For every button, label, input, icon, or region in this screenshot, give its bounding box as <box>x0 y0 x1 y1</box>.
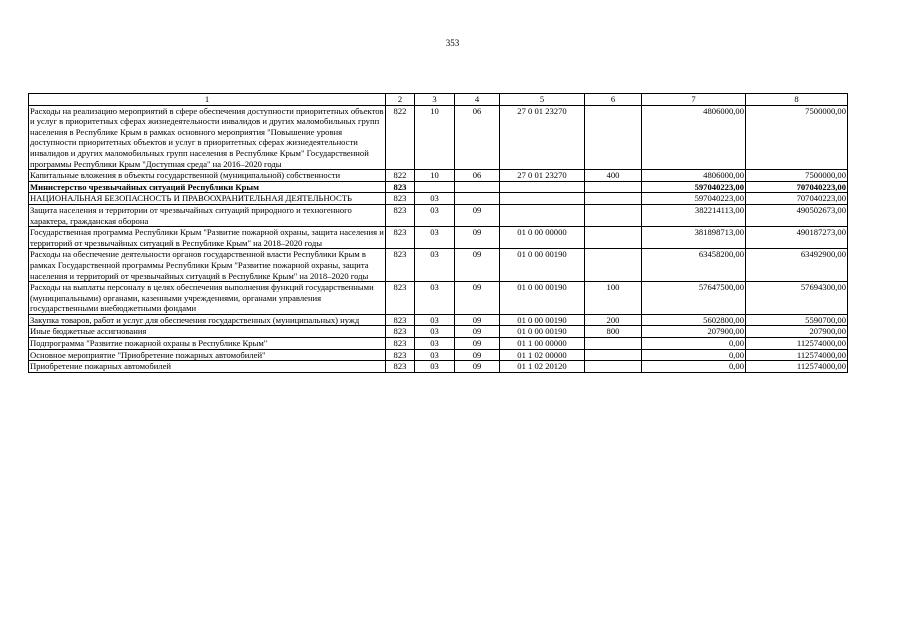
row-subsection-cell: 09 <box>455 314 500 326</box>
row-amount-2-cell: 112574000,00 <box>746 338 848 350</box>
row-name-cell: НАЦИОНАЛЬНАЯ БЕЗОПАСНОСТЬ И ПРАВООХРАНИТЕЛЬНАЯ ДЕЯТЕЛЬНОСТЬ <box>29 193 386 205</box>
page-number: 353 <box>445 38 460 48</box>
row-name-cell: Основное мероприятие "Приобретение пожарных автомобилей" <box>29 349 386 361</box>
row-amount-2-cell: 490502673,00 <box>746 204 848 226</box>
row-amount-1-cell: 0,00 <box>642 361 746 373</box>
row-section-cell: 03 <box>415 361 455 373</box>
table-body <box>29 94 848 373</box>
row-amount-1-cell: 597040223,00 <box>642 193 746 205</box>
table-row <box>29 349 848 361</box>
row-subsection-cell <box>455 193 500 205</box>
row-name-cell: Расходы на выплаты персоналу в целях обеспечения выполнения функций государственными (муниципальными) органами, казенными учреждениями, органами управления государственными внебюджетными фондами <box>29 282 386 315</box>
row-name-cell: Подпрограмма "Развитие пожарной охраны в Республике Крым" <box>29 338 386 350</box>
table-row <box>29 314 848 326</box>
row-ministry-code-cell: 823 <box>386 249 415 282</box>
row-subsection-cell <box>455 181 500 193</box>
table-row <box>29 204 848 226</box>
row-section-cell: 03 <box>415 204 455 226</box>
row-subsection-cell: 09 <box>455 204 500 226</box>
row-target-article-cell: 01 0 00 00000 <box>500 227 585 249</box>
row-amount-2-cell: 7500000,00 <box>746 105 848 170</box>
row-ministry-code-cell: 823 <box>386 227 415 249</box>
header-cell-7: 7 <box>642 94 746 106</box>
row-target-article-cell: 27 0 01 23270 <box>500 105 585 170</box>
row-subsection-cell: 09 <box>455 249 500 282</box>
row-expense-type-cell <box>585 193 642 205</box>
row-expense-type-cell <box>585 349 642 361</box>
row-target-article-cell: 01 1 00 00000 <box>500 338 585 350</box>
row-expense-type-cell: 200 <box>585 314 642 326</box>
row-amount-2-cell: 112574000,00 <box>746 361 848 373</box>
row-subsection-cell: 06 <box>455 105 500 170</box>
row-section-cell: 03 <box>415 314 455 326</box>
row-amount-1-cell: 0,00 <box>642 349 746 361</box>
row-amount-2-cell: 112574000,00 <box>746 349 848 361</box>
row-expense-type-cell <box>585 361 642 373</box>
table-row <box>29 282 848 315</box>
row-target-article-cell: 01 1 02 00000 <box>500 349 585 361</box>
row-ministry-code-cell: 823 <box>386 361 415 373</box>
row-amount-2-cell: 7500000,00 <box>746 170 848 182</box>
row-section-cell: 03 <box>415 193 455 205</box>
row-ministry-code-cell: 823 <box>386 326 415 338</box>
row-name-cell: Защита населения и территории от чрезвычайных ситуаций природного и техногенного характера, гражданская оборона <box>29 204 386 226</box>
row-section-cell: 03 <box>415 249 455 282</box>
header-cell-3: 3 <box>415 94 455 106</box>
row-amount-1-cell: 63458200,00 <box>642 249 746 282</box>
row-subsection-cell: 09 <box>455 227 500 249</box>
row-amount-2-cell: 490187273,00 <box>746 227 848 249</box>
row-amount-1-cell: 57647500,00 <box>642 282 746 315</box>
row-amount-1-cell: 597040223,00 <box>642 181 746 193</box>
row-name-cell: Министерство чрезвычайных ситуаций Республики Крым <box>29 181 386 193</box>
row-expense-type-cell <box>585 204 642 226</box>
table-row <box>29 326 848 338</box>
header-cell-4: 4 <box>455 94 500 106</box>
row-amount-2-cell: 57694300,00 <box>746 282 848 315</box>
row-ministry-code-cell: 822 <box>386 170 415 182</box>
row-section-cell: 03 <box>415 227 455 249</box>
row-amount-1-cell: 381898713,00 <box>642 227 746 249</box>
row-ministry-code-cell: 823 <box>386 349 415 361</box>
row-name-cell: Капитальные вложения в объекты государственной (муниципальной) собственности <box>29 170 386 182</box>
row-expense-type-cell: 100 <box>585 282 642 315</box>
table-row <box>29 249 848 282</box>
row-amount-1-cell: 4806000,00 <box>642 170 746 182</box>
table-row <box>29 361 848 373</box>
row-target-article-cell <box>500 193 585 205</box>
row-ministry-code-cell: 823 <box>386 181 415 193</box>
row-ministry-code-cell: 823 <box>386 314 415 326</box>
row-amount-2-cell: 63492900,00 <box>746 249 848 282</box>
row-section-cell: 03 <box>415 349 455 361</box>
row-expense-type-cell: 800 <box>585 326 642 338</box>
row-subsection-cell: 09 <box>455 338 500 350</box>
table-row <box>29 338 848 350</box>
row-expense-type-cell <box>585 105 642 170</box>
row-subsection-cell: 09 <box>455 361 500 373</box>
row-section-cell: 03 <box>415 282 455 315</box>
row-expense-type-cell: 400 <box>585 170 642 182</box>
row-amount-2-cell: 5590700,00 <box>746 314 848 326</box>
row-amount-1-cell: 382214113,00 <box>642 204 746 226</box>
row-target-article-cell: 27 0 01 23270 <box>500 170 585 182</box>
row-target-article-cell: 01 1 02 20120 <box>500 361 585 373</box>
row-section-cell: 03 <box>415 326 455 338</box>
row-amount-2-cell: 707040223,00 <box>746 181 848 193</box>
row-subsection-cell: 09 <box>455 349 500 361</box>
row-ministry-code-cell: 823 <box>386 338 415 350</box>
row-section-cell: 10 <box>415 105 455 170</box>
header-cell-8: 8 <box>746 94 848 106</box>
row-ministry-code-cell: 822 <box>386 105 415 170</box>
row-section-cell: 03 <box>415 338 455 350</box>
table-row <box>29 227 848 249</box>
row-expense-type-cell <box>585 181 642 193</box>
row-target-article-cell: 01 0 00 00190 <box>500 249 585 282</box>
row-target-article-cell: 01 0 00 00190 <box>500 314 585 326</box>
row-amount-2-cell: 707040223,00 <box>746 193 848 205</box>
header-cell-5: 5 <box>500 94 585 106</box>
row-ministry-code-cell: 823 <box>386 282 415 315</box>
row-section-cell: 10 <box>415 170 455 182</box>
table-row <box>29 181 848 193</box>
row-name-cell: Иные бюджетные ассигнования <box>29 326 386 338</box>
row-target-article-cell <box>500 204 585 226</box>
row-expense-type-cell <box>585 338 642 350</box>
table-row <box>29 170 848 182</box>
row-name-cell: Расходы на обеспечение деятельности органов государственной власти Республики Крым в рамках Государственной программы Республики Крым "Развитие пожарной охраны, защита населения и территорий от чрезвычайных ситуаций в Республике Крым" на 2018–2020 годы <box>29 249 386 282</box>
row-amount-1-cell: 207900,00 <box>642 326 746 338</box>
row-subsection-cell: 09 <box>455 326 500 338</box>
row-amount-1-cell: 4806000,00 <box>642 105 746 170</box>
row-amount-2-cell: 207900,00 <box>746 326 848 338</box>
row-ministry-code-cell: 823 <box>386 193 415 205</box>
row-name-cell: Расходы на реализацию мероприятий в сфере обеспечения доступности приоритетных объектов и услуг в приоритетных сферах жизнедеятельности инвалидов и других маломобильных групп населения в Республике Крым в рамках основного мероприятия "Повышение уровня доступности приоритетных объектов и услуг в приоритетных сферах жизнедеятельности инвалидов и других маломобильных групп населения в Республике Крым" Государственной программы Республики Крым "Доступная среда" на 2016–2020 годы <box>30 105 384 169</box>
row-ministry-code-cell: 823 <box>386 204 415 226</box>
row-amount-1-cell: 5602800,00 <box>642 314 746 326</box>
budget-table <box>28 93 848 373</box>
row-subsection-cell: 09 <box>455 282 500 315</box>
row-target-article-cell: 01 0 00 00190 <box>500 282 585 315</box>
row-section-cell <box>415 181 455 193</box>
row-expense-type-cell <box>585 227 642 249</box>
row-name-cell: Государственная программа Республики Крым "Развитие пожарной охраны, защита населения и территорий от чрезвычайных ситуаций в Республике Крым" на 2018–2020 годы <box>30 227 384 248</box>
row-name-cell: Приобретение пожарных автомобилей <box>29 361 386 373</box>
row-amount-1-cell: 0,00 <box>642 338 746 350</box>
row-expense-type-cell <box>585 249 642 282</box>
header-cell-2: 2 <box>386 94 415 106</box>
table-row <box>29 105 848 170</box>
header-cell-6: 6 <box>585 94 642 106</box>
row-subsection-cell: 06 <box>455 170 500 182</box>
table-row <box>29 193 848 205</box>
row-target-article-cell <box>500 181 585 193</box>
header-cell-1: 1 <box>29 94 386 106</box>
header-row <box>29 94 848 106</box>
row-target-article-cell: 01 0 00 00190 <box>500 326 585 338</box>
row-name-cell: Закупка товаров, работ и услуг для обеспечения государственных (муниципальных) нужд <box>29 314 386 326</box>
